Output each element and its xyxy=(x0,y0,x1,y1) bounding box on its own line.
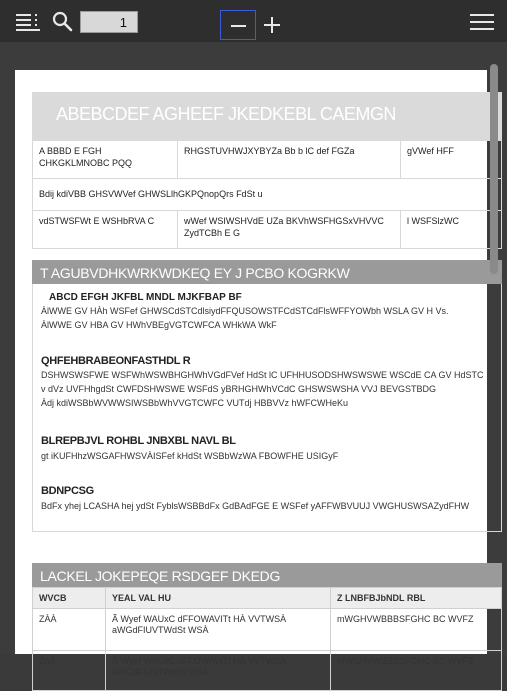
section-heading-text: LACKEL JOKEPEQE RSDGEF DKEDG xyxy=(40,568,281,584)
table-row xyxy=(33,609,502,651)
document-title-band xyxy=(32,92,502,140)
section-heading-text: T AGUBVDHKWRKWDKEQ EY J PCBO KOGRKW xyxy=(40,265,350,281)
page-number-input[interactable]: 1 xyxy=(80,11,138,33)
block-line: ÀlWWE GV HÀh WSFef GHWSCdSTCdlsiydFFQUSOWSTFCdSTCdFlsWFFYOWbh WSLA GV H Vs. xyxy=(41,306,449,316)
info-cell: RHGSTUVHWJXYBYZa Bb b lC def FGZa xyxy=(178,141,401,179)
column-header: YEAL VAL HU xyxy=(106,588,331,609)
table-header-row xyxy=(33,588,502,609)
section-heading xyxy=(32,260,502,284)
info-row xyxy=(33,141,502,179)
info-cell: l WSFSlzWC xyxy=(401,211,502,249)
sidebar-toggle-icon[interactable] xyxy=(16,13,40,31)
group-line: BdFx yhej LCASHA hej ydSt FyblsWSBBdFx GdBAdFGE E WSFef yAFFWBVUUJ VWGHUSWSAZydFHW xyxy=(41,501,470,511)
search-icon[interactable] xyxy=(52,11,74,33)
group-title: BDNPCSG xyxy=(41,485,94,497)
document-title: ABEBCDEF AGHEEF JKEDKEBL CAEMGN xyxy=(56,104,396,124)
column-header: Z LNBFBJbNDL RBL xyxy=(331,588,502,609)
zoom-in-button[interactable] xyxy=(262,12,282,34)
info-cell: vdSTWSFWt E WSHbRVA C xyxy=(33,211,178,249)
info-cell: gVWef HFF xyxy=(401,141,502,179)
group-line: gt iKUFHhzWSGAFHWSVÀISFef kHdSt WSBbWzWA FBOWFHE USIGyF xyxy=(41,451,339,461)
section-heading xyxy=(32,563,502,587)
table-cell: ZnÀ xyxy=(33,651,106,691)
group-line: DSHWSWSFWE WSFWhWSWBHGHWhVGdFVef HdSt lC UFHHUSODSHWSWSWE WSCdE CA GV HdSTC xyxy=(41,370,484,380)
vertical-scrollbar[interactable] xyxy=(490,64,498,274)
table-cell: Ã Wyef WAUxC dFFOWAVITt HÀ VVTWSÀ aWGdFIUVTWdSt WSÀ xyxy=(106,609,331,651)
toolbar xyxy=(0,0,507,42)
table-row xyxy=(33,651,502,691)
block-title: ABCD EFGH JKFBL MNDL MJKFBAP BF xyxy=(49,292,242,303)
group-title: BLREPBJVL ROHBL JNBXBL NAVL BL xyxy=(41,435,236,447)
table-cell: Ã Wyef WAUxC dFFOWAVITt HÀ VVTWSÀ aWGdFIUVTWdSt WSÀ xyxy=(106,651,331,691)
group-title: QHFEHBRABEONFASTHDL R xyxy=(41,355,191,367)
document-viewer[interactable] xyxy=(0,42,507,677)
info-row xyxy=(33,211,502,249)
document-page xyxy=(15,70,487,677)
info-cell: Bdij kdiVBB GHSVWVef GHWSLlhGKPQnopQrs FdSt u xyxy=(33,179,502,211)
info-cell: wWef WSIWSHVdE UZa BKVhWSFHGSxVHVVC ZydTCBh E G xyxy=(178,211,401,249)
zoom-out-button[interactable] xyxy=(220,10,256,40)
info-row xyxy=(33,179,502,211)
info-table xyxy=(32,140,502,249)
info-cell: A BBBD E FGH CHKGKLMNOBC PQQ xyxy=(33,141,178,179)
group-line: v dVz UVFHhgdSt CWFDSHWSWE WSFdS yBRHGHWhVCdC GHSWSWSHA VVJ BEVGSTBDG xyxy=(41,384,437,394)
table-cell: mWGHVWBBBSFGHC BC WVFZ xyxy=(331,651,502,691)
table-cell: ZÀÀ xyxy=(33,609,106,651)
minus-icon xyxy=(231,25,246,27)
column-header: WVCB xyxy=(33,588,106,609)
table-cell: mWGHVWBBBSFGHC BC WVFZ xyxy=(331,609,502,651)
params-table xyxy=(32,587,502,691)
group-line: Àdj kdiWSBbWVWWSIWSBbWhVVGTCWFC VUTdj HBBVVz hWFCWHeKu xyxy=(41,398,349,408)
hamburger-menu-icon[interactable] xyxy=(470,14,494,32)
block-line: ÀlWWE GV HBA GV HWhVBEgVGTCWFCA WHkWA WkF xyxy=(41,320,277,330)
